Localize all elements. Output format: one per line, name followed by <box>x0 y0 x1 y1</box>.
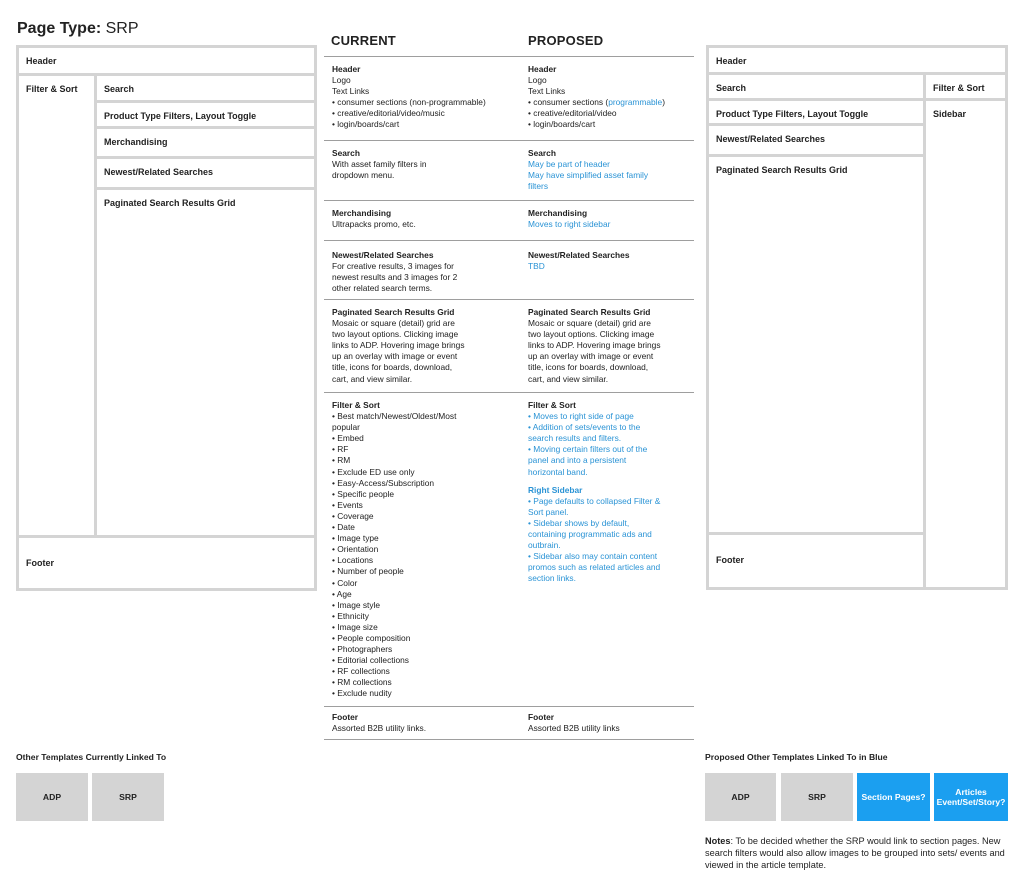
section-line: cart, and view similar. <box>528 373 609 384</box>
section-line: With asset family filters in <box>332 159 427 170</box>
section-line: • Embed <box>332 433 364 444</box>
page-type-label: Page Type: <box>17 20 102 37</box>
section-line: Ultrapacks promo, etc. <box>332 219 416 230</box>
section-title: Header <box>332 64 361 74</box>
current-newest-section <box>332 250 502 294</box>
section-line: • Image type <box>332 533 379 544</box>
proposed-product-type: Product Type Filters, Layout Toggle <box>709 101 923 123</box>
section-title: Header <box>528 64 557 74</box>
section-line: • consumer sections (non-programmable) <box>332 97 486 108</box>
proposed-footer-section <box>528 712 698 734</box>
proposed-filter-section <box>528 400 698 585</box>
section-line: up an overlay with image or event <box>528 351 654 362</box>
current-search-section <box>332 148 502 181</box>
section-line: • creative/editorial/video/music <box>332 108 445 119</box>
current-templates-title: Other Templates Currently Linked To <box>16 752 167 762</box>
proposed-search-section <box>528 148 698 192</box>
section-line: title, icons for boards, download, <box>528 362 649 373</box>
section-line: For creative results, 3 images for <box>332 261 454 272</box>
section-line: May be part of header <box>528 159 610 170</box>
section-line-mixed <box>528 97 698 108</box>
section-title: Paginated Search Results Grid <box>528 307 651 317</box>
page-type <box>17 20 139 38</box>
section-line: • Sidebar shows by default, <box>528 517 630 528</box>
section-line: • Sidebar also may contain content <box>528 551 658 562</box>
page-type-value: SRP <box>105 20 139 37</box>
section-line: Mosaic or square (detail) grid are <box>528 318 651 329</box>
proposed-template-adp: ADP <box>705 773 776 821</box>
divider <box>324 706 694 707</box>
section-line: two layout options. Clicking image <box>528 329 655 340</box>
current-results-grid: Paginated Search Results Grid <box>97 190 314 535</box>
text-fragment: ) <box>662 97 665 108</box>
section-line: promos such as related articles and <box>528 562 661 573</box>
divider <box>324 739 694 740</box>
proposed-header-section <box>528 64 698 131</box>
section-title: Paginated Search Results Grid <box>332 307 455 317</box>
section-line: TBD <box>528 261 545 272</box>
text-fragment: • consumer sections ( <box>528 97 609 108</box>
right-sidebar-title: Right Sidebar <box>528 484 583 495</box>
proposed-search: Search <box>709 75 923 98</box>
section-line: • Date <box>332 522 355 533</box>
section-line: • Coverage <box>332 510 374 521</box>
proposed-templates-title: Proposed Other Templates Linked To in Blue <box>705 752 888 762</box>
section-line: • login/boards/cart <box>528 119 596 130</box>
divider <box>324 140 694 141</box>
section-line: up an overlay with image or event <box>332 351 458 362</box>
current-newest-searches: Newest/Related Searches <box>97 159 314 187</box>
current-filter-sort: Filter & Sort <box>19 76 94 535</box>
current-footer-section <box>332 712 502 734</box>
section-line: panel and into a persistent <box>528 455 627 466</box>
section-line: section links. <box>528 573 576 584</box>
section-line: • login/boards/cart <box>332 119 400 130</box>
section-line: • Orientation <box>332 544 379 555</box>
section-line: links to ADP. Hovering image brings <box>528 340 661 351</box>
section-line: • Photographers <box>332 644 393 655</box>
section-line: • Page defaults to collapsed Filter & <box>528 495 661 506</box>
section-line: • Exclude ED use only <box>332 466 415 477</box>
section-title: Newest/Related Searches <box>528 250 630 260</box>
current-grid-section <box>332 307 502 385</box>
current-filter-section <box>332 400 502 700</box>
section-line: dropdown menu. <box>332 170 395 181</box>
section-line: • Number of people <box>332 566 404 577</box>
section-line: • Image size <box>332 621 378 632</box>
section-title: Filter & Sort <box>332 400 380 410</box>
proposed-wireframe <box>706 45 1008 590</box>
highlight-fragment: programmable <box>608 97 663 108</box>
section-line: • Best match/Newest/Oldest/Most <box>332 411 457 422</box>
section-title: Newest/Related Searches <box>332 250 434 260</box>
section-line: • Moving certain filters out of the <box>528 444 648 455</box>
proposed-filter-sort: Filter & Sort <box>926 75 1005 98</box>
section-line: • People composition <box>332 632 411 643</box>
section-line: • Easy-Access/Subscription <box>332 477 435 488</box>
proposed-results-grid: Paginated Search Results Grid <box>709 157 923 532</box>
section-line: Assorted B2B utility links. <box>332 723 427 734</box>
proposed-heading: PROPOSED <box>528 33 604 48</box>
notes-label: Notes <box>705 836 731 846</box>
section-line: newest results and 3 images for 2 <box>332 272 458 283</box>
section-line: cart, and view similar. <box>332 373 413 384</box>
divider <box>324 299 694 300</box>
template-srp: SRP <box>92 773 164 821</box>
section-line: Sort panel. <box>528 506 569 517</box>
proposed-template-articles: Articles Event/Set/Story? <box>934 773 1008 821</box>
proposed-footer: Footer <box>709 535 923 587</box>
current-header-section <box>332 64 502 131</box>
section-line: other related search terms. <box>332 283 433 294</box>
current-product-type: Product Type Filters, Layout Toggle <box>97 103 314 126</box>
section-line: outbrain. <box>528 540 561 551</box>
proposed-newest-section <box>528 250 698 272</box>
section-line: • RM collections <box>332 677 392 688</box>
section-line: containing programmatic ads and <box>528 529 652 540</box>
section-line: • RF collections <box>332 666 390 677</box>
section-line: popular <box>332 422 360 433</box>
section-line: • Addition of sets/events to the <box>528 422 641 433</box>
proposed-grid-section <box>528 307 698 385</box>
section-title: Footer <box>528 712 555 722</box>
section-line: Logo <box>528 75 547 86</box>
section-line: Mosaic or square (detail) grid are <box>332 318 455 329</box>
section-line: • Exclude nudity <box>332 688 392 699</box>
section-line: • Editorial collections <box>332 655 409 666</box>
divider <box>324 200 694 201</box>
section-line: filters <box>528 181 549 192</box>
section-line: • creative/editorial/video <box>528 108 617 119</box>
proposed-merchandising-section <box>528 208 698 230</box>
current-merchandising: Merchandising <box>97 129 314 156</box>
section-line: title, icons for boards, download, <box>332 362 453 373</box>
current-wireframe <box>16 45 317 591</box>
section-line: • Color <box>332 577 358 588</box>
divider <box>324 240 694 241</box>
proposed-header: Header <box>709 48 1005 72</box>
section-line: Text Links <box>332 86 370 97</box>
proposed-template-section-pages: Section Pages? <box>857 773 930 821</box>
proposed-template-srp: SRP <box>781 773 853 821</box>
section-line: • Ethnicity <box>332 610 369 621</box>
section-line: Moves to right sidebar <box>528 219 611 230</box>
section-line: Text Links <box>528 86 566 97</box>
current-heading: CURRENT <box>331 33 396 48</box>
current-header: Header <box>19 48 314 73</box>
current-merchandising-section <box>332 208 502 230</box>
section-line: • Image style <box>332 599 381 610</box>
divider <box>324 392 694 393</box>
section-title: Filter & Sort <box>528 400 576 410</box>
proposed-sidebar: Sidebar <box>926 101 1005 587</box>
section-line: • Moves to right side of page <box>528 411 634 422</box>
section-line: • Events <box>332 499 363 510</box>
current-search: Search <box>97 76 314 100</box>
section-line: • Specific people <box>332 488 395 499</box>
section-line: • Locations <box>332 555 374 566</box>
section-line: two layout options. Clicking image <box>332 329 459 340</box>
section-line: links to ADP. Hovering image brings <box>332 340 465 351</box>
section-title: Merchandising <box>332 208 392 218</box>
section-title: Merchandising <box>528 208 588 218</box>
notes-text: : To be decided whether the SRP would link to section pages. New search filters would also allow images to be grouped into sets/ events and viewed in the article template. <box>705 836 1005 870</box>
section-line: search results and filters. <box>528 433 622 444</box>
divider <box>324 56 694 57</box>
section-line: Assorted B2B utility links <box>528 723 620 734</box>
section-line: • RF <box>332 444 349 455</box>
section-title: Search <box>528 148 556 158</box>
section-line: May have simplified asset family <box>528 170 649 181</box>
section-title: Footer <box>332 712 359 722</box>
section-line: Logo <box>332 75 351 86</box>
section-line: horizontal band. <box>528 466 588 477</box>
template-adp: ADP <box>16 773 88 821</box>
section-title: Search <box>332 148 360 158</box>
current-footer: Footer <box>19 538 314 588</box>
notes <box>705 836 1015 871</box>
proposed-newest-searches: Newest/Related Searches <box>709 126 923 154</box>
section-line: • Age <box>332 588 352 599</box>
section-line: • RM <box>332 455 351 466</box>
